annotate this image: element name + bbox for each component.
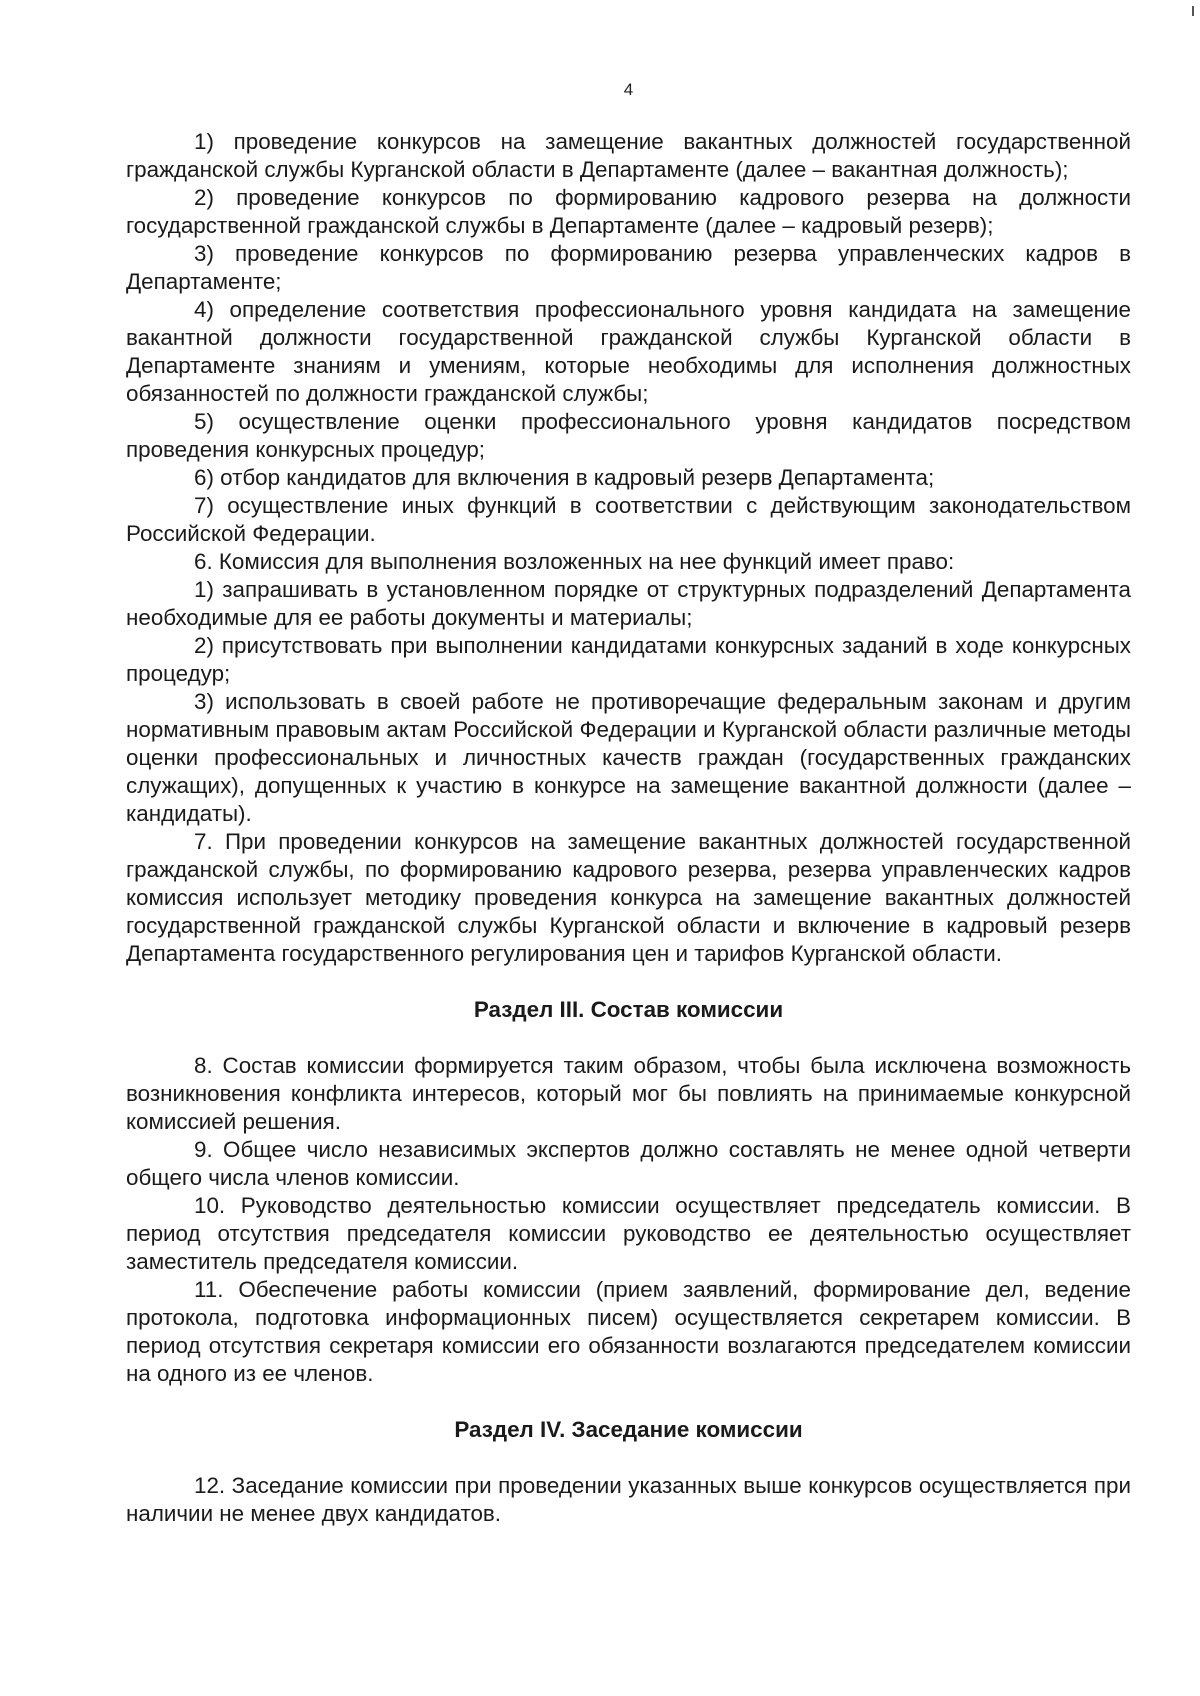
document-page [126,80,1131,1528]
paragraph-clause-9: 9. Общее число независимых экспертов должно составлять не менее одной четверти общего числа членов комиссии. [126,1137,1131,1190]
page-number: 4 [623,80,634,99]
meeting-list [126,1472,1131,1528]
paragraph-clause-11: 11. Обеспечение работы комиссии (прием заявлений, формирование дел, ведение протокола, подготовка информационных писем) осуществляется секретарем комиссии. В период отсутствия секретаря комиссии его обязанности возлагаются председателем комиссии на одного из ее членов. [126,1277,1131,1386]
paragraph-right-3: 3) использовать в своей работе не противоречащие федеральным законам и другим нормативным правовым актам Российской Федерации и Курганской области различные методы оценки профессиональных и личностных качеств граждан (государственных гражданских служащих), допущенных к участию в конкурсе на замещение вакантной должности (далее – кандидаты). [126,689,1131,826]
paragraph-clause-12: 12. Заседание комиссии при проведении указанных выше конкурсов осуществляется при наличии не менее двух кандидатов. [126,1473,1131,1526]
composition-list [126,1052,1131,1388]
paragraph-right-2: 2) присутствовать при выполнении кандидатами конкурсных заданий в ходе конкурсных процедур; [126,633,1131,686]
paragraph-clause-8: 8. Состав комиссии формируется таким образом, чтобы была исключена возможность возникновения конфликта интересов, который мог бы повлиять на принимаемые конкурсной комиссией решения. [126,1053,1131,1134]
paragraph-clause-6: 6. Комиссия для выполнения возложенных на нее функций имеет право: [194,549,955,574]
paragraph-clause-7: 7. При проведении конкурсов на замещение вакантных должностей государственной гражданской службы, по формированию кадрового резерва, резерва управленческих кадров комиссия использует методику проведения конкурса на замещение вакантных должностей государственной гражданской службы Курганской области и включение в кадровый резерв Департамента государственного регулирования цен и тарифов Курганской области. [126,829,1131,966]
paragraph-function-6: 6) отбор кандидатов для включения в кадровый резерв Департамента; [194,465,935,490]
paragraph-function-1: 1) проведение конкурсов на замещение вакантных должностей государственной гражданской службы Курганской области в Департаменте (далее – вакантная должность); [126,129,1131,182]
paragraph-right-1: 1) запрашивать в установленном порядке от структурных подразделений Департамента необходимые для ее работы документы и материалы; [126,577,1131,630]
section-heading-composition: Раздел III. Состав комиссии [473,997,784,1022]
paragraph-function-3: 3) проведение конкурсов по формированию резерва управленческих кадров в Департаменте; [126,241,1131,294]
paragraph-function-2: 2) проведение конкурсов по формированию кадрового резерва на должности государственной гражданской службы в Департаменте (далее – кадровый резерв); [126,185,1131,238]
paragraph-function-4: 4) определение соответствия профессионального уровня кандидата на замещение вакантной должности государственной гражданской службы Курганской области в Департаменте знаниям и умениям, которые необходимы для исполнения должностных обязанностей по должности гражданской службы; [126,297,1131,406]
paragraph-clause-10: 10. Руководство деятельностью комиссии осуществляет председатель комиссии. В период отсутствия председателя комиссии руководство ее деятельностью осуществляет заместитель председателя комиссии. [126,1193,1131,1274]
section-heading-meeting: Раздел IV. Заседание комиссии [454,1417,803,1442]
scan-corner-mark [1192,6,1194,16]
paragraph-function-7: 7) осуществление иных функций в соответствии с действующим законодательством Российской Федерации. [126,493,1131,546]
functions-list [126,128,1131,968]
paragraph-function-5: 5) осуществление оценки профессионального уровня кандидатов посредством проведения конкурсных процедур; [126,409,1131,462]
